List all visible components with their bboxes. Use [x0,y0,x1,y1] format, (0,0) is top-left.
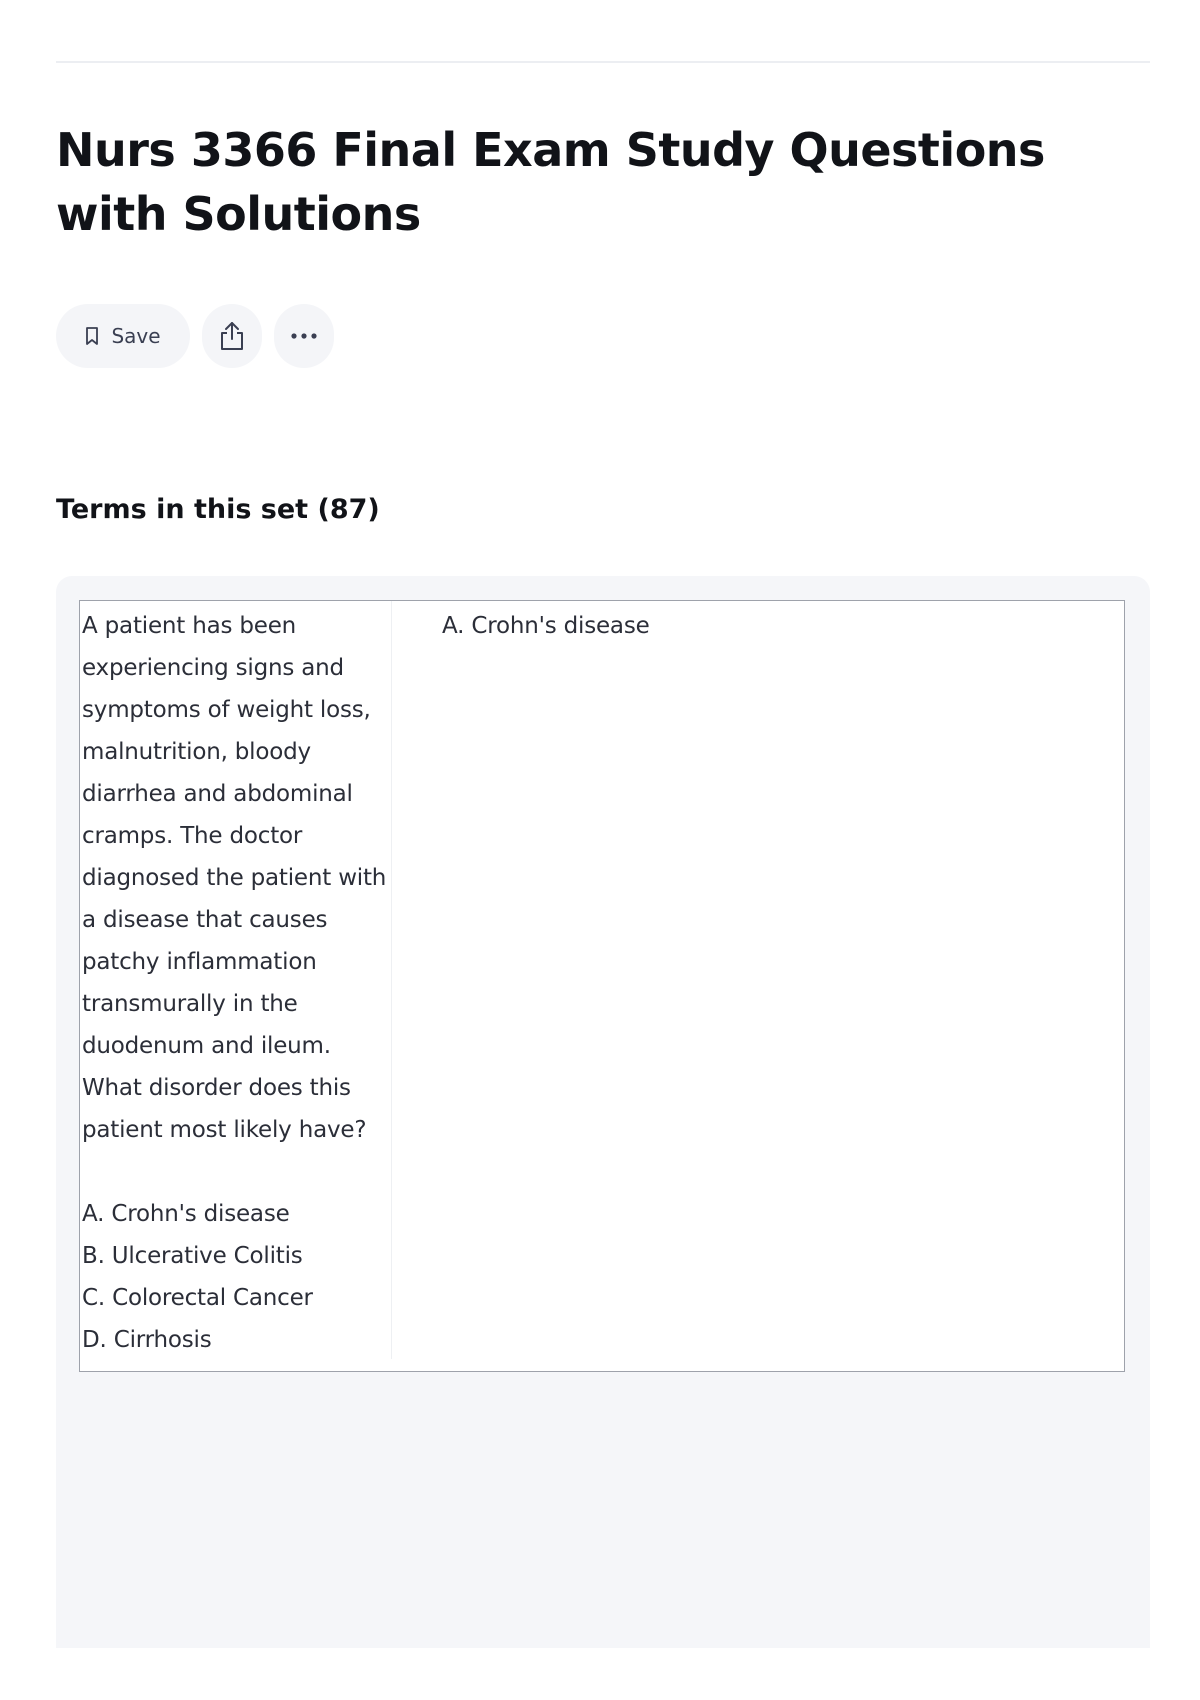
term-question-line: experiencing signs and [82,655,344,681]
term-question-line: diarrhea and abdominal [82,781,353,807]
action-bar [56,304,334,368]
answer-option: D. Cirrhosis [82,1327,212,1353]
more-options-button[interactable] [274,304,334,368]
answer-option: B. Ulcerative Colitis [82,1243,303,1269]
definition-side [442,605,1102,647]
term-question-line: A patient has been [82,613,297,639]
share-button[interactable] [202,304,262,368]
term-question-line: malnutrition, bloody [82,739,311,765]
term-question-line: diagnosed the patient with [82,865,387,891]
term-side [80,601,392,1359]
term-card[interactable] [79,600,1125,1372]
term-question-line: transmurally in the [82,991,298,1017]
term-question-line: duodenum and ileum. [82,1033,331,1059]
terms-heading: Terms in this set (87) [56,494,380,525]
top-divider [56,61,1150,63]
more-options-icon [289,332,319,340]
page-title: Nurs 3366 Final Exam Study Questions with Solutions [56,123,1045,241]
save-label: Save [111,324,161,348]
term-question-line: a disease that causes [82,907,328,933]
term-question-line: symptoms of weight loss, [82,697,371,723]
term-question-line: patchy inflammation [82,949,317,975]
bookmark-icon [85,326,99,346]
blank-line [82,1151,391,1193]
term-question-line: cramps. The doctor [82,823,303,849]
answer-option: A. Crohn's disease [82,1201,290,1227]
save-button[interactable] [56,304,190,368]
share-icon [219,320,245,352]
terms-panel [56,576,1150,1648]
term-question-line: What disorder does this [82,1075,351,1101]
definition-text: A. Crohn's disease [442,613,650,639]
term-question-line: patient most likely have? [82,1117,367,1143]
answer-option: C. Colorectal Cancer [82,1285,313,1311]
